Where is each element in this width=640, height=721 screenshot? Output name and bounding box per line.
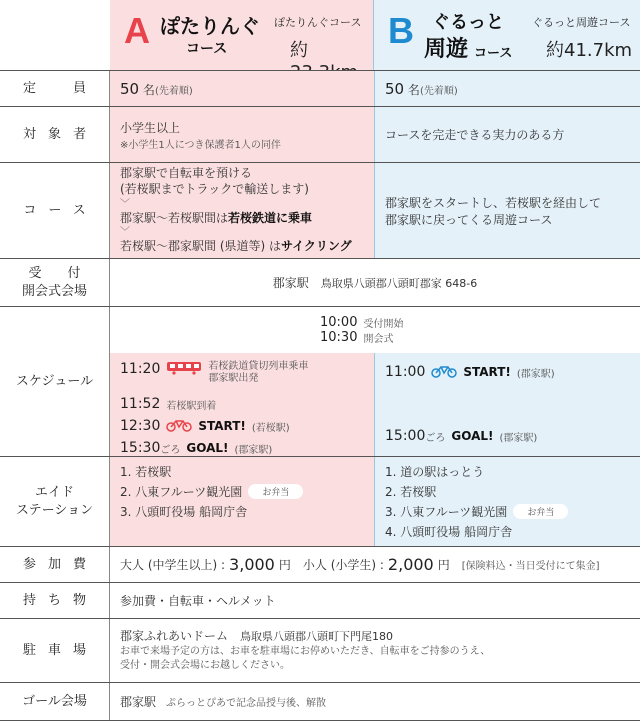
aid-a-item: 1. 若桜駅 xyxy=(120,464,172,479)
course-a-distance: 約 xyxy=(290,40,308,61)
reception-cell xyxy=(110,259,640,306)
schedule-b-goal-place: (郡家駅) xyxy=(499,432,538,444)
target-a xyxy=(110,107,374,162)
row-aid xyxy=(0,456,640,546)
course-b-distance: 約41.7km xyxy=(546,40,633,61)
schedule-b-time-1: 11:00 xyxy=(385,364,426,380)
course-b-name: ぐるっと xyxy=(432,12,504,33)
label-schedule: スケジュール xyxy=(0,307,110,456)
fee-child-unit: 円 xyxy=(437,558,450,572)
label-reception xyxy=(0,259,110,306)
label-aid-1: エイド xyxy=(34,484,74,500)
schedule-a-goal-place: (郡家駅) xyxy=(234,444,273,456)
course-a-line2: (若桜駅までトラックで輸送します) xyxy=(120,181,309,196)
course-a-letter: A xyxy=(124,10,150,51)
schedule-b-start-place: (郡家駅) xyxy=(516,368,555,380)
schedule-a-start-place: (若桜駅) xyxy=(251,422,290,434)
schedule-a-text-1a: 若桜鉄道貸切列車乗車 xyxy=(208,361,309,372)
schedule-b-time-2-suffix: ごろ xyxy=(425,432,446,444)
capacity-a-note: (先着順) xyxy=(154,85,193,97)
bento-badge: お弁当 xyxy=(248,484,303,499)
row-schedule xyxy=(0,306,640,456)
schedule-common-time-2: 10:30 xyxy=(320,330,358,345)
course-b-line1: 郡家駅をスタートし、若桜駅を経由して xyxy=(385,195,602,210)
reception-station: 郡家駅 xyxy=(272,276,309,290)
target-a-line1: 小学生以上 xyxy=(120,120,181,135)
parking-note-2: 受付・開会式会場にお越しください。 xyxy=(120,659,290,671)
bicycle-icon xyxy=(431,364,457,381)
schedule-a-time-1: 11:20 xyxy=(120,361,161,377)
aid-b-item: 4. 八頭町役場 船岡庁舎 xyxy=(385,524,513,539)
schedule-b xyxy=(374,353,640,456)
row-target xyxy=(0,106,640,162)
course-b-line2: 郡家駅に戻ってくる周遊コース xyxy=(385,212,553,227)
label-capacity: 定 員 xyxy=(0,71,110,106)
label-fee: 参加費 xyxy=(0,547,110,582)
label-aid-2: ステーション xyxy=(15,502,94,518)
fee-adult-label: 大人 (中学生以上) : xyxy=(120,558,226,572)
schedule-b-start: START! xyxy=(463,365,511,379)
parking-cell xyxy=(110,619,640,682)
train-icon xyxy=(166,361,202,378)
row-capacity xyxy=(0,70,640,106)
course-b-name-suffix: コース xyxy=(474,46,513,61)
course-a-line4-pre: 若桜駅～郡家駅間 (県道等) は xyxy=(120,239,281,254)
fee-cell xyxy=(110,547,640,582)
aid-b-item: 2. 若桜駅 xyxy=(385,484,437,499)
capacity-b xyxy=(374,71,640,106)
reception-address: 鳥取県八頭郡八頭町郡家 648-6 xyxy=(320,276,478,290)
fee-adult-price: 3,000 xyxy=(229,555,275,574)
aid-b-item-3: 3. 八東フルーツ観光園 お弁当 xyxy=(385,501,630,521)
schedule-a-time-4: 15:30 xyxy=(120,440,161,456)
bento-badge: お弁当 xyxy=(513,504,568,519)
row-reception xyxy=(0,258,640,306)
items-cell xyxy=(110,583,640,618)
schedule-a-start: START! xyxy=(198,419,246,433)
row-course xyxy=(0,162,640,258)
aid-a-item: 3. 八頭町役場 船岡庁舎 xyxy=(120,504,248,519)
schedule-a xyxy=(110,353,374,456)
capacity-a-unit: 名 xyxy=(142,82,155,97)
fee-note: [保険料込・当日受付にて集金] xyxy=(461,561,600,572)
capacity-b-note: (先着順) xyxy=(419,85,458,97)
bicycle-icon xyxy=(166,418,192,435)
target-b xyxy=(374,107,640,162)
label-course: コース xyxy=(0,163,110,258)
schedule-b-time-2: 15:00 xyxy=(385,428,426,444)
course-a-line4-bold: サイクリング xyxy=(281,239,352,254)
course-a-line3-pre: 郡家駅～若桜駅間は xyxy=(120,210,229,225)
parking-place: 郡家ふれあいドーム xyxy=(120,629,229,644)
aid-b-item: 1. 道の駅はっとう xyxy=(385,464,485,479)
schedule-a-time-2: 11:52 xyxy=(120,396,161,412)
schedule-a-text-2: 若桜駅到着 xyxy=(166,400,217,412)
aid-a-item-2: 2. 八東フルーツ観光園 お弁当 xyxy=(120,481,364,501)
capacity-b-unit: 名 xyxy=(407,82,420,97)
capacity-a xyxy=(110,71,374,106)
parking-note-1: お車で来場予定の方は、お車を駐車場にお停めいただき、自転車をご持参のうえ、 xyxy=(120,645,491,657)
course-b-name-2: 周遊 xyxy=(424,37,469,62)
fee-child-price: 2,000 xyxy=(387,555,434,574)
goal-station: 郡家駅 xyxy=(120,695,157,709)
label-items: 持ち物 xyxy=(0,583,110,618)
row-items xyxy=(0,582,640,618)
course-a-side-label: ぽたりんぐコース xyxy=(274,16,362,29)
course-b-header xyxy=(374,0,640,70)
course-a xyxy=(110,163,374,258)
schedule-common-text-2: 開会式 xyxy=(363,334,394,345)
chevron-down-icon: ﹀ xyxy=(120,198,130,210)
target-b-line1: コースを完走できる実力のある方 xyxy=(385,128,565,142)
goal-cell xyxy=(110,683,640,720)
label-goal: ゴール会場 xyxy=(0,683,110,720)
target-a-line2: ※小学生1人につき保護者1人の同伴 xyxy=(120,139,281,151)
goal-text: ぷらっとぴあで記念品授与後、解散 xyxy=(166,698,327,709)
course-a-name-suffix: コース xyxy=(186,41,228,57)
course-a-line3-bold: 若桜鉄道に乗車 xyxy=(228,210,313,225)
capacity-a-num: 50 xyxy=(120,79,140,98)
fee-adult-unit: 円 xyxy=(278,558,291,572)
course-b-side-label: ぐるっと周遊コース xyxy=(532,16,631,29)
chevron-down-icon: ﹀ xyxy=(120,227,130,239)
schedule-a-time-3: 12:30 xyxy=(120,418,161,434)
schedule-common-text-1: 受付開始 xyxy=(363,319,404,330)
schedule-common-time-1: 10:00 xyxy=(320,315,358,330)
row-fee xyxy=(0,546,640,582)
schedule-a-text-1b: 郡家駅出発 xyxy=(208,373,259,384)
capacity-b-num: 50 xyxy=(385,79,405,98)
label-reception-2: 開会式会場 xyxy=(21,283,87,299)
course-a-name: ぽたりんぐ xyxy=(160,14,260,38)
aid-b xyxy=(374,457,640,546)
label-target: 対象者 xyxy=(0,107,110,162)
course-a-header xyxy=(110,0,374,70)
parking-address: 鳥取県八頭郡八頭町下門尾180 xyxy=(240,630,394,644)
schedule-a-time-4-suffix: ごろ xyxy=(160,444,181,456)
label-reception-1: 受 付 xyxy=(28,265,81,281)
course-b-letter: B xyxy=(388,10,414,51)
schedule-b-goal: GOAL! xyxy=(451,429,494,443)
course-a-line1: 郡家駅で自転車を預ける xyxy=(120,166,253,181)
schedule-a-goal: GOAL! xyxy=(186,441,229,455)
label-parking: 駐車場 xyxy=(0,619,110,682)
aid-a xyxy=(110,457,374,546)
label-aid xyxy=(0,457,110,546)
items-text: 参加費・自転車・ヘルメット xyxy=(120,594,276,608)
row-goal xyxy=(0,682,640,721)
course-b xyxy=(374,163,640,258)
fee-child-label: 小人 (小学生) : xyxy=(302,558,384,572)
row-parking xyxy=(0,618,640,682)
schedule-common xyxy=(110,307,640,353)
